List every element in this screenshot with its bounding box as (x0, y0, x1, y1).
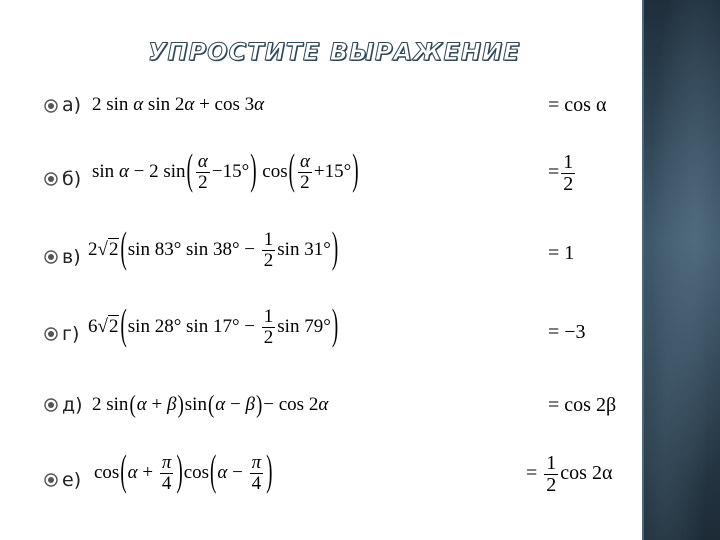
target-bullet-icon (44, 473, 58, 487)
problem-answer: = −3 (548, 321, 586, 343)
decorative-side-panel (642, 0, 720, 540)
slide-title: УПРОСТИТЕ ВЫРАЖЕНИЕ (148, 38, 521, 66)
problem-label: б) (62, 168, 82, 190)
problem-label: е) (62, 469, 82, 491)
problem-answer: = $\frac{1}{2}$ cos 2α (526, 452, 613, 496)
problem-label: в) (62, 246, 81, 268)
problem-answer: = 1 (548, 242, 575, 264)
target-bullet-icon (44, 172, 58, 186)
target-bullet-icon (44, 99, 58, 113)
problem-expression: sin α − 2 sin( $\frac{\alpha}{2}$ −15°) cos( $\frac{\alpha}{2}$ +15°) (92, 147, 359, 196)
problem-answer: = cos 2β (548, 394, 617, 416)
problem-label: а) (62, 94, 82, 116)
target-bullet-icon (44, 250, 58, 264)
problem-expression: cos(α + $\frac{\pi}{4}$ )cos(α − $\frac{\pi}{4}$ ) (94, 448, 273, 497)
problem-expression: 2√2 (sin 83° sin 38° − $\frac{1}{2}$ sin 31°) (88, 225, 339, 274)
panel-edge (642, 0, 644, 540)
problem-answer: = $\frac{1}{2}$ (548, 151, 574, 195)
problem-label: г) (62, 323, 80, 345)
target-bullet-icon (44, 398, 58, 412)
problem-label: д) (62, 394, 83, 416)
problem-expression: 6√2 (sin 28° sin 17° − $\frac{1}{2}$ sin 79°) (88, 302, 339, 351)
problem-expression: 2 sin α sin 2α + cos 3α (92, 94, 265, 115)
problem-expression: 2 sin(α + β)sin(α − β)− cos 2α (92, 390, 329, 420)
problem-answer: = cos α (548, 94, 607, 116)
target-bullet-icon (44, 327, 58, 341)
